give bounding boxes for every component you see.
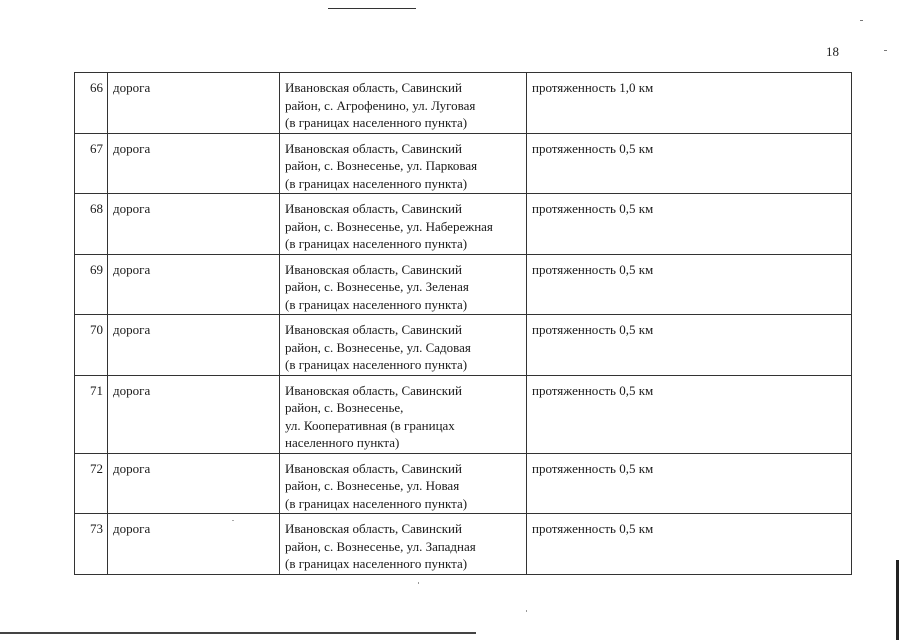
table-row bbox=[75, 375, 852, 453]
object-length: протяженность 0,5 км bbox=[527, 375, 852, 453]
scan-speck bbox=[418, 582, 419, 584]
table-row bbox=[75, 133, 852, 194]
address-line: населенного пункта) bbox=[285, 435, 400, 450]
table-row bbox=[75, 73, 852, 134]
object-type: дорога bbox=[108, 315, 280, 376]
address-line: Ивановская область, Савинский bbox=[285, 140, 462, 156]
object-type: дорога bbox=[108, 73, 280, 134]
row-number: 69 bbox=[75, 254, 108, 315]
address-line: Ивановская область, Савинский bbox=[285, 382, 462, 398]
row-number: 66 bbox=[75, 73, 108, 134]
object-address bbox=[280, 133, 527, 194]
address-line: (в границах населенного пункта) bbox=[285, 175, 468, 191]
scan-speck bbox=[884, 50, 887, 51]
address-line: район, с. Вознесенье, bbox=[285, 400, 404, 415]
address-line: (в границах населенного пункта) bbox=[285, 556, 468, 571]
address-line: (в границах населенного пункта) bbox=[285, 236, 468, 251]
address-line: район, с. Вознесенье, ул. Садовая bbox=[285, 339, 471, 355]
object-type: дорога bbox=[108, 375, 280, 453]
object-length: протяженность 0,5 км bbox=[527, 315, 852, 376]
object-length: протяженность 0,5 км bbox=[527, 254, 852, 315]
scan-speck bbox=[860, 20, 863, 21]
address-line: Ивановская область, Савинский bbox=[285, 201, 462, 216]
address-line: район, с. Вознесенье, ул. Набережная bbox=[285, 218, 493, 234]
roads-registry-table bbox=[74, 72, 852, 575]
object-type: дорога bbox=[108, 254, 280, 315]
object-type: дорога bbox=[108, 194, 280, 255]
object-length: протяженность 0,5 км bbox=[527, 194, 852, 255]
object-address bbox=[280, 315, 527, 376]
row-number: 72 bbox=[75, 453, 108, 514]
row-number: 71 bbox=[75, 375, 108, 453]
header-rule bbox=[328, 8, 416, 9]
address-line: Ивановская область, Савинский bbox=[285, 80, 462, 95]
address-line: район, с. Вознесенье, ул. Западная bbox=[285, 538, 476, 554]
object-length: протяженность 0,5 км bbox=[527, 453, 852, 514]
address-line: Ивановская область, Савинский bbox=[285, 322, 462, 337]
object-address bbox=[280, 514, 527, 575]
address-line: Ивановская область, Савинский bbox=[285, 521, 462, 536]
address-line: ул. Кооперативная (в границах bbox=[285, 417, 455, 433]
object-length: протяженность 0,5 км bbox=[527, 133, 852, 194]
table-row bbox=[75, 194, 852, 255]
object-address bbox=[280, 194, 527, 255]
object-type: дорога bbox=[108, 133, 280, 194]
scan-speck bbox=[526, 610, 527, 612]
table-row bbox=[75, 453, 852, 514]
address-line: Ивановская область, Савинский bbox=[285, 261, 462, 277]
table-row bbox=[75, 514, 852, 575]
address-line: (в границах населенного пункта) bbox=[285, 495, 468, 511]
table-row bbox=[75, 315, 852, 376]
object-length: протяженность 1,0 км bbox=[527, 73, 852, 134]
object-type: дорога bbox=[108, 453, 280, 514]
object-address bbox=[280, 453, 527, 514]
address-line: район, с. Вознесенье, ул. Новая bbox=[285, 478, 460, 493]
object-length: протяженность 0,5 км bbox=[527, 514, 852, 575]
object-address bbox=[280, 375, 527, 453]
scan-bottom-rule bbox=[0, 632, 476, 634]
object-address bbox=[280, 254, 527, 315]
row-number: 68 bbox=[75, 194, 108, 255]
row-number: 73 bbox=[75, 514, 108, 575]
scan-edge-mark bbox=[896, 560, 899, 640]
address-line: Ивановская область, Савинский bbox=[285, 460, 462, 476]
row-number: 70 bbox=[75, 315, 108, 376]
address-line: (в границах населенного пункта) bbox=[285, 357, 468, 372]
address-line: район, с. Вознесенье, ул. Зеленая bbox=[285, 279, 469, 294]
table-row bbox=[75, 254, 852, 315]
address-line: (в границах населенного пункта) bbox=[285, 115, 468, 130]
address-line: район, с. Агрофенино, ул. Луговая bbox=[285, 97, 476, 113]
object-address bbox=[280, 73, 527, 134]
object-type: дорога bbox=[108, 514, 280, 575]
address-line: (в границах населенного пункта) bbox=[285, 296, 468, 312]
address-line: район, с. Вознесенье, ул. Парковая bbox=[285, 158, 478, 173]
row-number: 67 bbox=[75, 133, 108, 194]
page-number: 18 bbox=[826, 44, 839, 59]
